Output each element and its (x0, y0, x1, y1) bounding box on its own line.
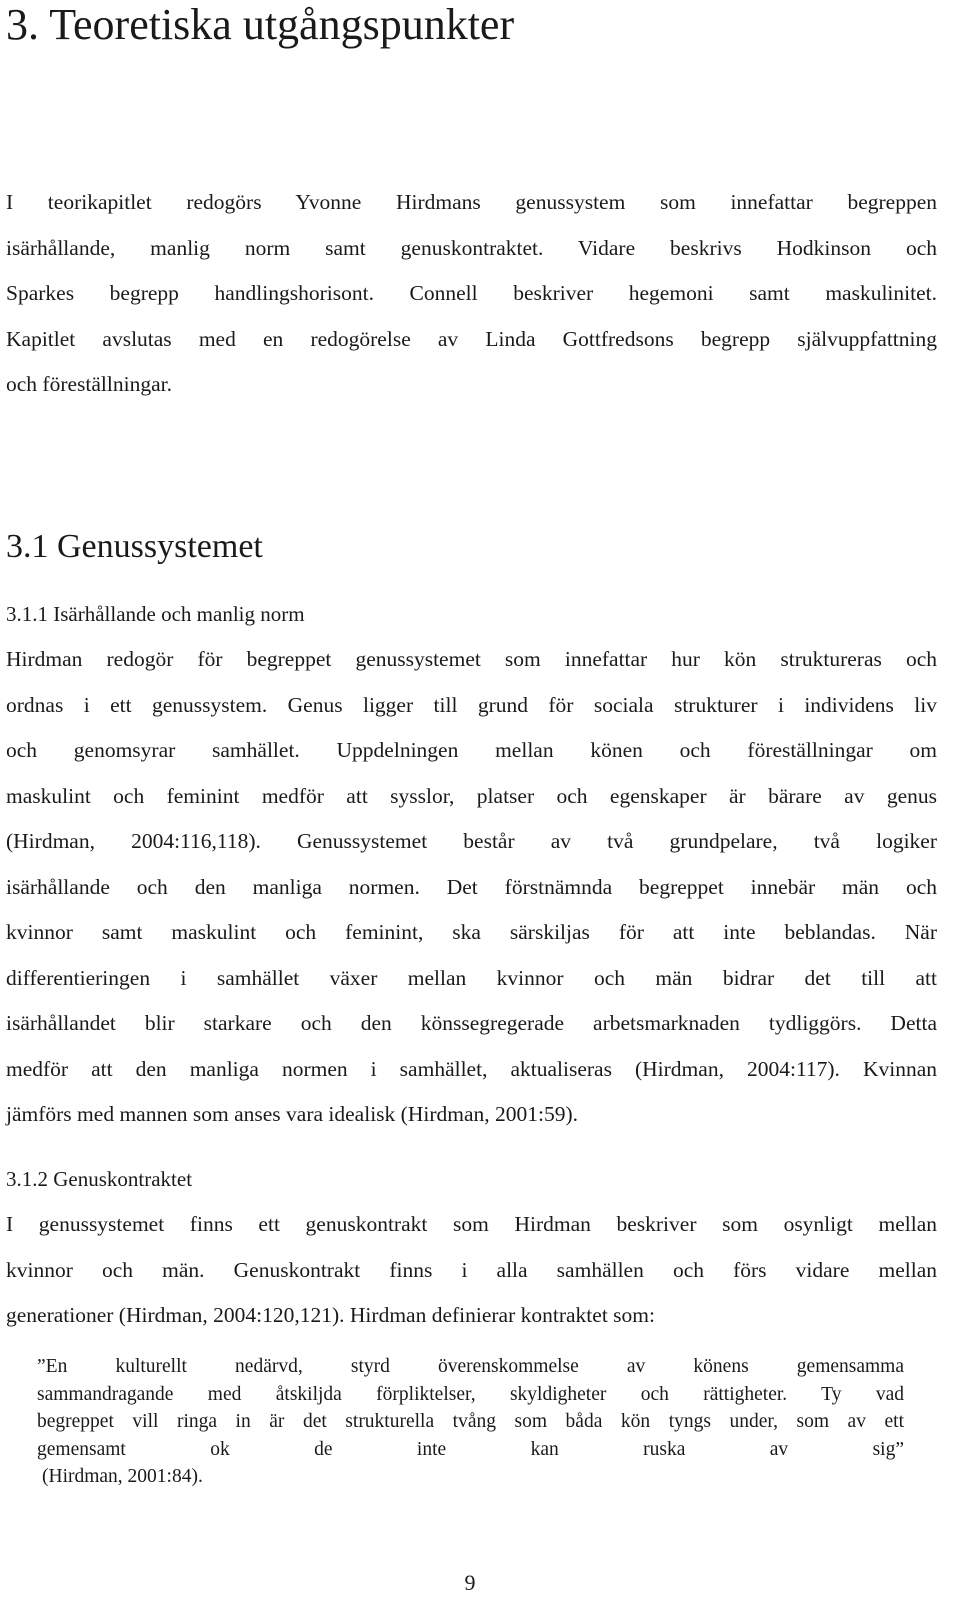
text-line: medför att den manliga normen i samhället, aktualiseras (Hirdman, 2004:117). Kvinnan (6, 1056, 937, 1081)
text-line: Sparkes begrepp handlingshorisont. Connell beskriver hegemoni samt maskulinitet. (6, 281, 937, 305)
page-number: 9 (464, 1570, 476, 1595)
text-line: I genussystemet finns ett genuskontrakt som Hirdman beskriver som osynligt mellan (6, 1212, 937, 1236)
text-line: generationer (Hirdman, 2004:120,121). Hirdman definierar kontraktet som: (6, 1303, 655, 1327)
subsection-genuskontraktet-paragraph (6, 1202, 937, 1339)
chapter-title: 3. Teoretiska utgångspunkter (6, 0, 515, 49)
text-line: isärhållandet blir starkare och den könssegregerade arbetsmarknaden tydliggörs. Detta (6, 1011, 937, 1035)
section-title: 3.1 Genussystemet (6, 528, 263, 565)
intro-paragraph (6, 180, 937, 408)
quote-line: sammandragande med åtskiljda förpliktelser, skyldigheter och rättigheter. Ty vad (37, 1383, 904, 1405)
text-line: kvinnor och män. Genuskontrakt finns i alla samhällen och förs vidare mellan (6, 1257, 937, 1282)
text-line: isärhållande och den manliga normen. Det förstnämnda begreppet innebär män och (6, 874, 937, 899)
text-line: (Hirdman, 2004:116,118). Genussystemet består av två grundpelare, två logiker (6, 829, 937, 853)
text-line: differentieringen i samhället växer mellan kvinnor och män bidrar det till att (6, 965, 937, 990)
quote-line: begreppet vill ringa in är det strukturella tvång som båda kön tyngs under, som av ett (37, 1411, 904, 1432)
text-line: isärhållande, manlig norm samt genuskontraktet. Vidare beskrivs Hodkinson och (6, 235, 937, 260)
subsection-isarhallande-paragraph (6, 637, 937, 1138)
quote-line: ”En kulturellt nedärvd, styrd överenskommelse av könens gemensamma (37, 1356, 904, 1377)
text-line: och föreställningar. (6, 372, 172, 396)
text-line: Kapitlet avslutas med en redogörelse av Linda Gottfredsons begrepp självuppfattning (6, 326, 937, 351)
quote-citation: (Hirdman, 2001:84). (42, 1466, 203, 1487)
text-line: och genomsyrar samhället. Uppdelningen mellan könen och föreställningar om (6, 738, 937, 762)
subsection-title-isarhallande: 3.1.1 Isärhållande och manlig norm (6, 602, 305, 626)
text-line: jämförs med mannen som anses vara idealisk (Hirdman, 2001:59). (6, 1102, 578, 1126)
text-line: kvinnor samt maskulint och feminint, ska särskiljas för att inte beblandas. När (6, 920, 937, 944)
quote-line: gemensamt ok de inte kan ruska av sig” (37, 1438, 904, 1460)
text-line: I teorikapitlet redogörs Yvonne Hirdmans genussystem som innefattar begreppen (6, 190, 937, 214)
block-quote (37, 1353, 904, 1491)
text-line: Hirdman redogör för begreppet genussystemet som innefattar hur kön struktureras och (6, 647, 937, 671)
text-line: maskulint och feminint medför att sysslor, platser och egenskaper är bärare av genus (6, 783, 937, 808)
text-line: ordnas i ett genussystem. Genus ligger till grund för sociala strukturer i individens liv (6, 692, 937, 717)
subsection-title-genuskontraktet: 3.1.2 Genuskontraktet (6, 1167, 193, 1191)
